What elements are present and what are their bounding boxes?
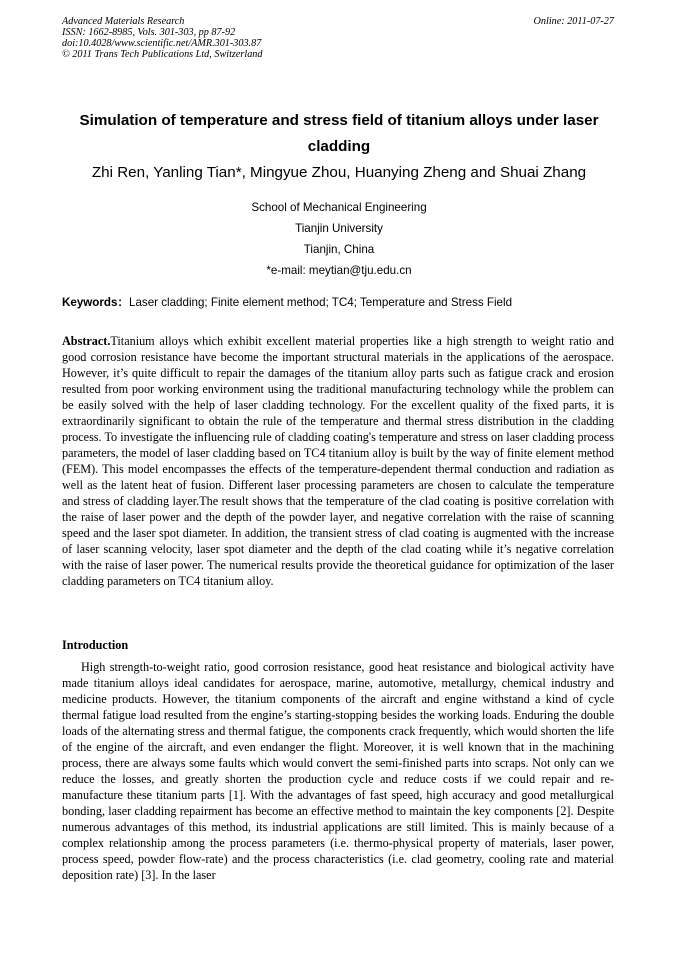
journal-header: [62, 16, 262, 60]
abstract-text: Titanium alloys which exhibit excellent material properties like a high strength to weight ratio and good corrosion resistance have become the important structural materials in the applications of the aerospace. However, it’s quite difficult to repair the damages of the titanium alloy parts such as fatigue crack and erosion resulted from poor working environment using the traditional manufacturing technology while the problem can be easily solved with the help of laser cladding technology. For the excellent quality of the fixed parts, it is extraordinarily significant to obtain the rule of the temperature and thermal stress distribution in the cladding process. To investigate the influencing rule of cladding coating's temperature and stress on laser cladding process parameters, the model of laser cladding based on TC4 titanium alloy is built by the way of finite element method (FEM). This model encompasses the effects of the temperature-dependent thermal conduction and radiation as well as the latent heat of fusion. Different laser processing parameters are chosen to calculate the temperature and stress of cladding layer.The result shows that the temperature of the clad coating is positive correlation with the raise of laser power and the depth of the powder layer, and negative correlation with the raise of scanning speed and the laser spot diameter. In addition, the transient stress of clad coating is augmented with the increase of laser scanning velocity, laser spot diameter and the depth of the clad coating while it’s negative correlation with the raise of laser power. The numerical results provide the theoretical guidance for optimization of the laser cladding parameters on TC4 titanium alloy.: [62, 334, 614, 588]
introduction-section: [62, 659, 614, 883]
online-date: Online: 2011-07-27: [533, 16, 614, 27]
affiliation-city: Tianjin, China: [303, 243, 375, 256]
journal-name: Advanced Materials Research: [62, 16, 185, 27]
introduction-heading: Introduction: [62, 638, 129, 652]
author-list: Zhi Ren, Yanling Tian*, Mingyue Zhou, Huanying Zheng and Shuai Zhang: [91, 164, 587, 181]
doi-line: doi:10.4028/www.scientific.net/AMR.301-303.87: [62, 38, 262, 49]
keywords-line: [62, 296, 618, 310]
abstract-section: [62, 333, 614, 589]
introduction-paragraph: High strength-to-weight ratio, good corrosion resistance, good heat resistance and biological activity have made titanium alloys ideal candidates for aerospace, marine, automotive, metallurgy, chemical industry and medicine products. However, the titanium components of the aircraft and engine withstand a kind of cycle thermal fatigue load resulted from the engine’s starting-stopping besides the working loads. Enduring the double loads of the alternating stress and thermal fatigue, the components crack frequently, which would shorten the life of the engine of the aircraft, and even endanger the flight. Moreover, it is well known that in the machining process, there are always some faults which would convert the semi-finished parts into scraps. Not only can we reduce the losses, and greatly shorten the production cycle and reduce costs if we could repair and re-manufacture these titanium parts [1]. With the advantages of fast speed, high accuracy and good metallurgical bonding, laser cladding repairment has become an effective method to maintain the key components [2]. Despite numerous advantages of this method, its industrial applications are still limited. This is mainly because of a complex relationship among the process parameters (i.e. thermo-physical property of materials, laser power, process speed, powder flow-rate) and the process characteristics (i.e. clad geometry, cooling rate and material deposition rate) [3]. In the laser: [62, 660, 614, 882]
copyright-line: © 2011 Trans Tech Publications Ltd, Switzerland: [62, 49, 263, 60]
affiliation-block: [90, 197, 588, 281]
abstract-label: Abstract.: [62, 334, 111, 348]
paper-title: Simulation of temperature and stress field of titanium alloys under laser cladding: [79, 112, 599, 155]
keywords-text: Laser cladding; Finite element method; TC4; Temperature and Stress Field: [129, 296, 513, 309]
affiliation-university: Tianjin University: [295, 222, 383, 235]
issn-line: ISSN: 1662-8985, Vols. 301-303, pp 87-92: [62, 27, 236, 38]
keywords-label: Keywords：: [62, 296, 130, 309]
affiliation-school: School of Mechanical Engineering: [251, 201, 427, 214]
corresponding-email: *e-mail: meytian@tju.edu.cn: [266, 264, 412, 277]
abstract-paragraph: [62, 333, 614, 589]
